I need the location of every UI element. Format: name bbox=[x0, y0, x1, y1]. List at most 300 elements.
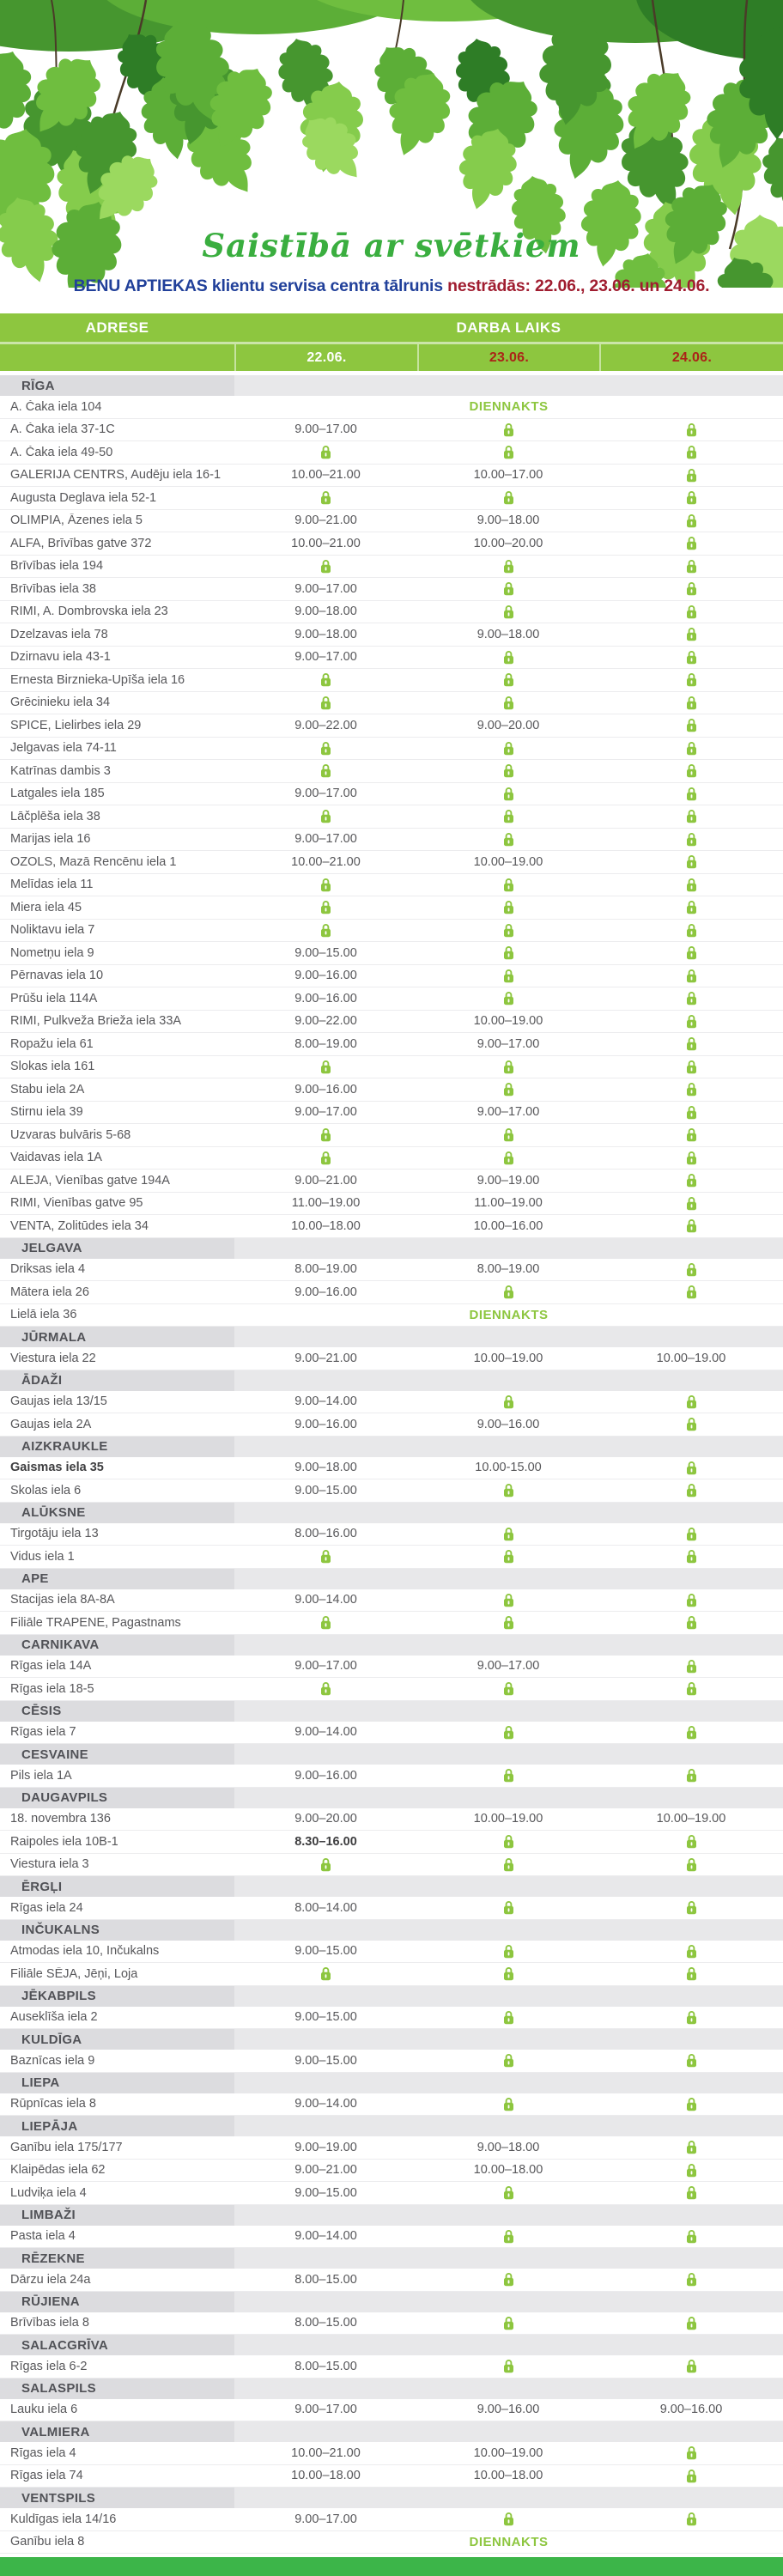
pharmacy-row bbox=[0, 2465, 783, 2488]
hours-2406 bbox=[599, 1417, 783, 1431]
lock-icon bbox=[503, 2272, 514, 2287]
hours-2406 bbox=[599, 1527, 783, 1541]
hours-2206 bbox=[234, 2097, 417, 2111]
hours-2306 bbox=[417, 1014, 599, 1028]
pharmacy-row bbox=[0, 1808, 783, 1832]
city-name: SALACGRĪVA bbox=[0, 2335, 234, 2355]
city-header-row bbox=[0, 1788, 783, 1808]
city-header-spacer bbox=[234, 1635, 783, 1656]
pharmacy-row bbox=[0, 942, 783, 965]
pharmacy-row bbox=[0, 1765, 783, 1788]
lock-icon bbox=[320, 490, 331, 505]
hours-2306 bbox=[417, 1768, 599, 1783]
hours-2306 bbox=[417, 445, 599, 459]
pharmacy-row bbox=[0, 1523, 783, 1546]
pharmacy-row bbox=[0, 1011, 783, 1034]
city-name: ALŪKSNE bbox=[0, 1503, 234, 1523]
pharmacy-row bbox=[0, 2136, 783, 2160]
opening-hours-text: 9.00–15.00 bbox=[294, 2185, 357, 2200]
city-name: JELGAVA bbox=[0, 1238, 234, 1259]
opening-hours-text: 9.00–18.00 bbox=[294, 1461, 357, 1475]
lock-icon bbox=[503, 581, 514, 596]
hours-2406 bbox=[599, 445, 783, 459]
hours-2306 bbox=[417, 1262, 599, 1276]
opening-hours-text: 9.00–16.00 bbox=[294, 1082, 357, 1097]
hours-2406 bbox=[599, 1659, 783, 1674]
pharmacy-address: Pasta iela 4 bbox=[10, 2229, 76, 2244]
pharmacy-address: Brīvības iela 194 bbox=[10, 559, 104, 574]
hours-2206 bbox=[234, 1127, 417, 1142]
hours-2406 bbox=[599, 2185, 783, 2200]
hours-2306 bbox=[417, 2316, 599, 2330]
hours-2206 bbox=[234, 1196, 417, 1210]
opening-hours-text: 9.00–20.00 bbox=[294, 1812, 357, 1826]
hours-2206 bbox=[234, 445, 417, 459]
lock-icon bbox=[503, 2229, 514, 2244]
hours-2406 bbox=[599, 627, 783, 641]
opening-hours-text: 9.00–20.00 bbox=[476, 718, 540, 732]
city-header-spacer bbox=[234, 1370, 783, 1391]
pharmacy-row bbox=[0, 1147, 783, 1170]
pharmacy-row bbox=[0, 1897, 783, 1920]
hours-2406 bbox=[599, 2097, 783, 2111]
pharmacy-row bbox=[0, 601, 783, 624]
pharmacy-row bbox=[0, 783, 783, 806]
lock-icon bbox=[503, 1944, 514, 1959]
opening-hours-text: 10.00–21.00 bbox=[291, 536, 361, 550]
opening-hours-text: 10.00–19.00 bbox=[473, 1812, 543, 1826]
city-name: CĒSIS bbox=[0, 1701, 234, 1722]
subtitle-red-text: nestrādās: 22.06., 23.06. un 24.06. bbox=[447, 276, 710, 295]
hours-2406 bbox=[599, 1036, 783, 1051]
pharmacy-row bbox=[0, 1589, 783, 1613]
city-header-row bbox=[0, 2073, 783, 2093]
opening-hours-text: 9.00–14.00 bbox=[294, 1394, 357, 1409]
city-name: JŪRMALA bbox=[0, 1327, 234, 1347]
city-header-spacer bbox=[234, 2335, 783, 2355]
opening-hours-text: 10.00–18.00 bbox=[291, 2469, 361, 2483]
hours-2306 bbox=[417, 1681, 599, 1696]
hours-2306 bbox=[417, 855, 599, 869]
city-header-row bbox=[0, 2248, 783, 2269]
hours-2206 bbox=[234, 1174, 417, 1188]
opening-hours-text: 9.00–16.00 bbox=[294, 991, 357, 1005]
opening-hours-text: 9.00–19.00 bbox=[476, 1173, 540, 1188]
hours-2306 bbox=[417, 650, 599, 665]
city-header-row bbox=[0, 1569, 783, 1589]
opening-hours-text: 9.00–14.00 bbox=[294, 1725, 357, 1740]
city-header-row bbox=[0, 1635, 783, 1656]
open-24h-label: DIENNAKTS bbox=[469, 399, 549, 415]
opening-hours-text: 9.00–16.00 bbox=[294, 1768, 357, 1783]
pharmacy-address: OZOLS, Mazā Rencēnu iela 1 bbox=[10, 854, 177, 869]
hours-2306 bbox=[417, 1834, 599, 1849]
opening-hours-text: 9.00–17.00 bbox=[476, 1105, 540, 1120]
lock-icon bbox=[686, 605, 697, 619]
hours-2206 bbox=[234, 1812, 417, 1826]
pharmacy-address: Jelgavas iela 74-11 bbox=[10, 741, 117, 756]
hours-2406 bbox=[599, 2053, 783, 2068]
hours-2206 bbox=[234, 763, 417, 778]
hours-2406 bbox=[599, 2163, 783, 2178]
hours-2306 bbox=[417, 1725, 599, 1740]
hours-2206 bbox=[234, 605, 417, 618]
pharmacy-row bbox=[0, 396, 783, 419]
lock-icon bbox=[320, 1127, 331, 1142]
pharmacy-address: Filiāle TRAPENE, Pagastnams bbox=[10, 1615, 181, 1630]
city-header-spacer bbox=[234, 2292, 783, 2312]
lock-icon bbox=[320, 1060, 331, 1074]
hours-2306 bbox=[417, 628, 599, 641]
opening-hours-text: 9.00–17.00 bbox=[294, 581, 357, 596]
lock-icon bbox=[686, 1483, 697, 1498]
pharmacy-address: Melīdas iela 11 bbox=[10, 878, 94, 892]
pharmacy-address: Gaismas iela 35 bbox=[10, 1461, 104, 1475]
hours-2206 bbox=[234, 2186, 417, 2200]
opening-hours-text: 9.00–14.00 bbox=[294, 1593, 357, 1607]
pharmacy-row bbox=[0, 738, 783, 761]
hours-2306 bbox=[417, 1944, 599, 1959]
lock-icon bbox=[686, 787, 697, 801]
city-header-spacer bbox=[234, 1503, 783, 1523]
opening-hours-text: 8.00–15.00 bbox=[294, 2272, 357, 2287]
pharmacy-address: Stabu iela 2A bbox=[10, 1082, 85, 1097]
column-header-date-2406: 24.06. bbox=[599, 344, 783, 371]
hours-2206 bbox=[234, 2469, 417, 2482]
hours-2406 bbox=[599, 900, 783, 914]
hours-2406 bbox=[599, 2140, 783, 2154]
pharmacy-address: Lāčplēša iela 38 bbox=[10, 809, 100, 823]
pharmacy-address: Ludviķa iela 4 bbox=[10, 2185, 87, 2200]
hours-2406 bbox=[599, 1105, 783, 1120]
pharmacy-address: Brīvības iela 38 bbox=[10, 581, 96, 596]
pharmacy-address: Vidus iela 1 bbox=[10, 1549, 75, 1564]
column-header-date-2306: 23.06. bbox=[417, 344, 599, 371]
opening-hours-text: 9.00–15.00 bbox=[294, 2053, 357, 2068]
hours-2206 bbox=[234, 559, 417, 574]
hours-2306 bbox=[417, 1105, 599, 1119]
opening-hours-text: 9.00–22.00 bbox=[294, 718, 357, 732]
city-header-spacer bbox=[234, 1327, 783, 1347]
lock-icon bbox=[503, 945, 514, 960]
hours-2206 bbox=[234, 992, 417, 1005]
city-header-row bbox=[0, 1327, 783, 1347]
lock-icon bbox=[686, 2010, 697, 2025]
city-header-row bbox=[0, 2335, 783, 2355]
lock-icon bbox=[503, 1900, 514, 1915]
lock-icon bbox=[503, 878, 514, 892]
lock-icon bbox=[686, 854, 697, 869]
opening-hours-text: 9.00–16.00 bbox=[659, 2403, 723, 2417]
lock-icon bbox=[686, 468, 697, 483]
lock-icon bbox=[503, 1285, 514, 1299]
hours-2306 bbox=[417, 2403, 599, 2416]
pharmacy-table-body bbox=[0, 375, 783, 2554]
lock-icon bbox=[686, 2272, 697, 2287]
pharmacy-row bbox=[0, 896, 783, 920]
hours-2406 bbox=[599, 923, 783, 938]
pharmacy-address: Raipoles iela 10B-1 bbox=[10, 1834, 118, 1849]
opening-hours-text: 8.00–16.00 bbox=[294, 1527, 357, 1541]
lock-icon bbox=[503, 787, 514, 801]
pharmacy-address: A. Čaka iela 49-50 bbox=[10, 445, 113, 459]
opening-hours-text: 9.00–16.00 bbox=[294, 1285, 357, 1299]
pharmacy-address: Rīgas iela 74 bbox=[10, 2469, 83, 2483]
opening-hours-text: 11.00–19.00 bbox=[474, 1196, 543, 1211]
lock-icon bbox=[686, 672, 697, 687]
city-header-spacer bbox=[234, 1876, 783, 1897]
opening-hours-text: 9.00–16.00 bbox=[476, 2403, 540, 2417]
hours-2406 bbox=[599, 832, 783, 847]
hours-2306 bbox=[417, 1037, 599, 1051]
hours-2406 bbox=[599, 672, 783, 687]
hours-2206 bbox=[234, 2403, 417, 2416]
hours-2306 bbox=[417, 1659, 599, 1673]
lock-icon bbox=[686, 1285, 697, 1299]
pharmacy-address: Miera iela 45 bbox=[10, 900, 82, 914]
pharmacy-row bbox=[0, 965, 783, 988]
opening-hours-text: 9.00–19.00 bbox=[294, 2140, 357, 2154]
hours-2306 bbox=[417, 719, 599, 732]
pharmacy-row bbox=[0, 2312, 783, 2336]
hours-2406 bbox=[599, 422, 783, 437]
hours-2206 bbox=[234, 1857, 417, 1872]
lock-icon bbox=[686, 1461, 697, 1475]
pharmacy-row bbox=[0, 1259, 783, 1282]
city-header-row bbox=[0, 2029, 783, 2050]
lock-icon bbox=[503, 1681, 514, 1696]
lock-icon bbox=[503, 1527, 514, 1541]
open-24h-label: DIENNAKTS bbox=[469, 1307, 549, 1322]
lock-icon bbox=[686, 422, 697, 437]
lock-icon bbox=[686, 1127, 697, 1142]
pharmacy-row bbox=[0, 2182, 783, 2205]
hours-2206 bbox=[234, 900, 417, 914]
city-name: LIEPĀJA bbox=[0, 2116, 234, 2136]
city-header-row bbox=[0, 1437, 783, 1457]
city-name: VENTSPILS bbox=[0, 2488, 234, 2508]
pharmacy-address: Viestura iela 3 bbox=[10, 1857, 89, 1872]
pharmacy-address: Stacijas iela 8A-8A bbox=[10, 1593, 115, 1607]
city-name: DAUGAVPILS bbox=[0, 1788, 234, 1808]
lock-icon bbox=[686, 1615, 697, 1630]
lock-icon bbox=[503, 2512, 514, 2526]
lock-icon bbox=[686, 490, 697, 505]
hours-2306 bbox=[417, 1219, 599, 1233]
pharmacy-address: Rīgas iela 4 bbox=[10, 2445, 76, 2460]
hours-2206 bbox=[234, 1151, 417, 1165]
opening-hours-text: 11.00–19.00 bbox=[291, 1196, 361, 1211]
hours-2306 bbox=[417, 2097, 599, 2111]
pharmacy-row bbox=[0, 1193, 783, 1216]
footer-green-bar bbox=[0, 2557, 783, 2576]
lock-icon bbox=[686, 923, 697, 938]
hours-2206 bbox=[234, 2141, 417, 2154]
pharmacy-address: Viestura iela 22 bbox=[10, 1351, 96, 1365]
opening-hours-text: 9.00–14.00 bbox=[294, 2229, 357, 2244]
pharmacy-address: ALFA, Brīvības gatve 372 bbox=[10, 536, 152, 550]
pharmacy-row bbox=[0, 532, 783, 556]
hours-2206 bbox=[234, 1060, 417, 1074]
opening-hours-text: 9.00–15.00 bbox=[294, 1944, 357, 1959]
hours-2306 bbox=[417, 1060, 599, 1074]
opening-hours-text: 9.00–18.00 bbox=[476, 627, 540, 641]
city-header-row bbox=[0, 375, 783, 396]
opening-hours-text: 9.00–18.00 bbox=[294, 605, 357, 619]
pharmacy-row bbox=[0, 2442, 783, 2465]
lock-icon bbox=[686, 1834, 697, 1849]
lock-icon bbox=[503, 672, 514, 687]
pharmacy-address: A. Čaka iela 37-1C bbox=[10, 422, 115, 437]
hours-2306 bbox=[417, 1285, 599, 1299]
pharmacy-address: Filiāle SĒJA, Jēņi, Loja bbox=[10, 1966, 138, 1981]
hours-2206 bbox=[234, 650, 417, 664]
hours-2206 bbox=[234, 2229, 417, 2243]
pharmacy-row bbox=[0, 1347, 783, 1370]
pharmacy-address: Rīgas iela 14A bbox=[10, 1659, 92, 1674]
opening-hours-text: 10.00–19.00 bbox=[473, 1351, 543, 1365]
opening-hours-text: 10.00–18.00 bbox=[473, 2469, 543, 2483]
hours-2206 bbox=[234, 1901, 417, 1915]
lock-icon bbox=[503, 1082, 514, 1097]
pharmacy-row bbox=[0, 1479, 783, 1503]
hours-2306 bbox=[417, 1593, 599, 1607]
pharmacy-address: GALERIJA CENTRS, Audēju iela 16-1 bbox=[10, 468, 222, 483]
hours-2406 bbox=[599, 1461, 783, 1475]
hours-2306 bbox=[417, 1127, 599, 1142]
opening-hours-text: 9.00–17.00 bbox=[476, 1659, 540, 1674]
lock-icon bbox=[503, 1966, 514, 1981]
hours-2306 bbox=[417, 1174, 599, 1188]
pharmacy-row bbox=[0, 2269, 783, 2292]
pharmacy-row bbox=[0, 2226, 783, 2249]
lock-icon bbox=[320, 900, 331, 914]
opening-hours-text: 8.00–15.00 bbox=[294, 2316, 357, 2330]
pharmacy-address: Mātera iela 26 bbox=[10, 1285, 89, 1299]
hours-2306 bbox=[417, 991, 599, 1005]
opening-hours-text: 10.00–18.00 bbox=[473, 2163, 543, 2178]
pharmacy-row bbox=[0, 2093, 783, 2117]
hours-2406 bbox=[599, 1196, 783, 1211]
opening-hours-text: 10.00–19.00 bbox=[473, 1014, 543, 1029]
city-header-spacer bbox=[234, 1920, 783, 1941]
lock-icon bbox=[686, 900, 697, 914]
city-header-spacer bbox=[234, 2248, 783, 2269]
hours-2406 bbox=[599, 1483, 783, 1498]
hours-2406 bbox=[599, 1151, 783, 1165]
pharmacy-row bbox=[0, 2355, 783, 2379]
city-header-row bbox=[0, 1876, 783, 1897]
city-name: APE bbox=[0, 1569, 234, 1589]
lock-icon bbox=[320, 1151, 331, 1165]
city-header-spacer bbox=[234, 1788, 783, 1808]
column-header-address: ADRESE bbox=[85, 319, 149, 336]
pharmacy-address: ALEJA, Vienības gatve 194A bbox=[10, 1173, 170, 1188]
opening-hours-text: 9.00–21.00 bbox=[294, 513, 357, 528]
pharmacy-address: RIMI, Pulkveža Brieža iela 33A bbox=[10, 1014, 182, 1029]
hours-2406 bbox=[599, 1615, 783, 1630]
hours-2306 bbox=[417, 2229, 599, 2244]
lock-icon bbox=[503, 1394, 514, 1409]
lock-icon bbox=[686, 2445, 697, 2460]
hours-2206 bbox=[234, 809, 417, 823]
hours-2206 bbox=[234, 1681, 417, 1696]
city-header-spacer bbox=[234, 2488, 783, 2508]
lock-icon bbox=[686, 2140, 697, 2154]
hours-2206 bbox=[234, 490, 417, 505]
hours-2306 bbox=[417, 878, 599, 892]
opening-hours-text: 9.00–16.00 bbox=[294, 1417, 357, 1431]
lock-icon bbox=[686, 1196, 697, 1211]
city-header-row bbox=[0, 2488, 783, 2508]
pharmacy-address: Brīvības iela 8 bbox=[10, 2316, 89, 2330]
lock-icon bbox=[686, 1014, 697, 1029]
hours-2306 bbox=[417, 923, 599, 938]
city-header-spacer bbox=[234, 1437, 783, 1457]
city-header-row bbox=[0, 1370, 783, 1391]
opening-hours-text: 9.00–17.00 bbox=[294, 1105, 357, 1120]
hours-2406 bbox=[599, 2403, 783, 2416]
hours-2406 bbox=[599, 559, 783, 574]
pharmacy-address: Rīgas iela 6-2 bbox=[10, 2359, 88, 2373]
page-title: Saistībā ar svētkiem bbox=[202, 227, 581, 264]
hours-2206 bbox=[234, 2054, 417, 2068]
opening-hours-text: 8.00–14.00 bbox=[294, 1900, 357, 1915]
lock-icon bbox=[503, 2097, 514, 2111]
pharmacy-address: Driksas iela 4 bbox=[10, 1262, 86, 1277]
lock-icon bbox=[503, 900, 514, 914]
pharmacy-row bbox=[0, 419, 783, 442]
lock-icon bbox=[503, 832, 514, 847]
hours-2306 bbox=[417, 2141, 599, 2154]
lock-icon bbox=[320, 445, 331, 459]
hours-2306 bbox=[417, 1615, 599, 1630]
hours-2306 bbox=[417, 1461, 599, 1474]
hours-2406 bbox=[599, 696, 783, 710]
pharmacy-row bbox=[0, 851, 783, 874]
opening-hours-text: 9.00–17.00 bbox=[294, 422, 357, 437]
hours-2206 bbox=[234, 1593, 417, 1607]
hours-2306 bbox=[417, 763, 599, 778]
hours-2206 bbox=[234, 741, 417, 756]
header-spacer bbox=[0, 344, 234, 371]
pharmacy-address: RIMI, A. Dombrovska iela 23 bbox=[10, 605, 168, 619]
hours-2306 bbox=[417, 1900, 599, 1915]
opening-hours-text: 9.00–21.00 bbox=[294, 1173, 357, 1188]
city-header-spacer bbox=[234, 375, 783, 396]
hours-2206 bbox=[234, 832, 417, 846]
hours-2206 bbox=[234, 628, 417, 641]
lock-icon bbox=[503, 650, 514, 665]
city-header-spacer bbox=[234, 1569, 783, 1589]
opening-hours-text: 10.00–19.00 bbox=[473, 2445, 543, 2460]
lock-icon bbox=[320, 1549, 331, 1564]
hours-2206 bbox=[234, 696, 417, 710]
lock-icon bbox=[503, 1593, 514, 1607]
opening-hours-text: 9.00–21.00 bbox=[294, 1351, 357, 1365]
hours-2206 bbox=[234, 1484, 417, 1498]
hours-2406 bbox=[599, 581, 783, 596]
lock-icon bbox=[686, 1900, 697, 1915]
hours-2206 bbox=[234, 855, 417, 869]
lock-icon bbox=[686, 741, 697, 756]
pharmacy-row bbox=[0, 1391, 783, 1414]
hours-2306 bbox=[417, 696, 599, 710]
hours-2306 bbox=[417, 559, 599, 574]
lock-icon bbox=[686, 1857, 697, 1872]
hours-2206 bbox=[234, 1835, 417, 1849]
pharmacy-row bbox=[0, 2050, 783, 2073]
